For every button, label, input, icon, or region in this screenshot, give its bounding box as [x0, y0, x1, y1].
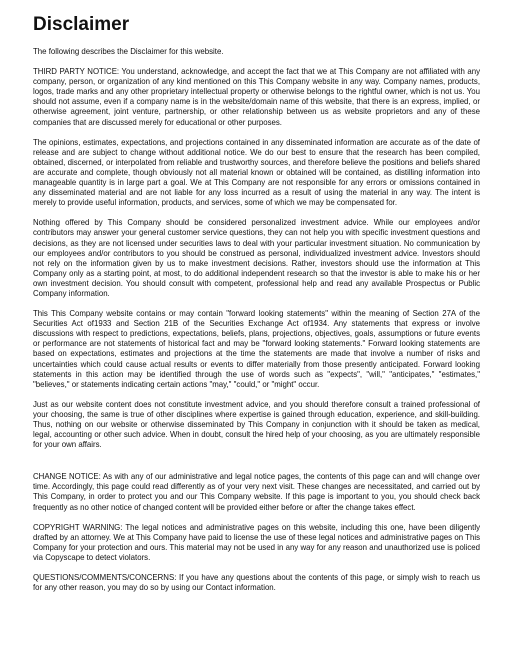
- forward-looking-statements-paragraph: This This Company website contains or may contain "forward looking statements" within the meaning of Section 27A of the Securities Act of1933 and Section 21B of the Securities Exchange Act of1934. Any statements that express or involve discussions with respect to predictions, expectations, beliefs, plans, projections, objectives, goals, assumptions or future events or performance are not statements of historical fact and may be "forward looking statements." Forward looking statements are based on expectations, estimates and projections at the time the statements are made that involve a number of risks and uncertainties which could cause actual results or events to differ materially from those presently anticipated. Forward looking statements in this action may be identified through the use of words such as "expects", "will," "anticipates," "estimates," "believes," or statements indicating certain actions "may," "could," or "might" occur.: [33, 309, 480, 389]
- investment-advice-paragraph: Nothing offered by This Company should be considered personalized investment advice. While our employees and/or contributors may answer your general customer service questions, they can not help you with specific investment questions and decisions, as they are not licensed under securities laws to deal with your particular investment situation. No communication by our employees and/or contributors to you should be construed as personal, individualized investment advice. Investors should not rely on the information given by us to make investment decisions. Rather, investors should use the information at This Company only as a starting point, at most, to do additional independent research so that the investor is able to make his or her own investment decision. You should consult with competent, professional help and read any available Prospectus or Public Company information.: [33, 218, 480, 298]
- change-notice-paragraph: CHANGE NOTICE: As with any of our administrative and legal notice pages, the contents of this page can and will change over time. Accordingly, this page could read differently as of your very next visit. These changes are necessitated, and carried out by This Company, in order to protect you and our This Company website. If this page is important to you, you should check back frequently as no other notice of changed content will be provided either before or after the change takes effect.: [33, 472, 480, 512]
- opinions-paragraph: The opinions, estimates, expectations, and projections contained in any disseminated information are accurate as of the date of release and are subject to change without additional notice. We do our best to ensure that the research has been compiled, obtained, discerned, or interpolated from reliable and trustworthy sources, and therefore believe the positions and beliefs shared are accurate and complete, though obviously not all material known or obtained will be contained, as distilling information into manageable quantity is in large part a goal. We at This Company are not responsible for any errors or omissions contained in any disseminated material and are not liable for any loss incurred as a result of using the material in any way. The intent is merely to provide useful information, products, and services, some of which we may be compensated for.: [33, 137, 480, 208]
- questions-paragraph: QUESTIONS/COMMENTS/CONCERNS: If you have any questions about the contents of this page, or simply wish to reach us for any other reason, you may do so by using our Contact information.: [33, 573, 480, 593]
- third-party-notice-paragraph: THIRD PARTY NOTICE: You understand, acknowledge, and accept the fact that we at This Company are not affiliated with any company, person, or organization of any kind mentioned on this This Company website in any way. Company names, products, logos, trade marks and any other proprietary intellectual property or otherwise belongs to the rightful owner, which is not us. You should not assume, even if a company name is in the website/domain name of this website, that there is an express, implied, or otherwise agreement, joint venture, partnership, or other relationship between us as website proprietors and any of these companies that are discussed merely for educational or other purposes.: [33, 67, 480, 127]
- intro-text: The following describes the Disclaimer for this website.: [33, 47, 224, 56]
- professional-advice-paragraph: Just as our website content does not constitute investment advice, and you should therefore consult a trained professional of your choosing, the same is true of other disciplines where expertise is gained through education, experience, and skill-building. Thus, nothing on our website or otherwise disseminated by This Company in conjunction with it should be taken as medical, legal, accounting or other such advice. When in doubt, consult the hired help of your choosing, as you are ultimately responsible for your own affairs.: [33, 399, 480, 450]
- page-title: Disclaimer: [33, 14, 130, 35]
- copyright-warning-paragraph: COPYRIGHT WARNING: The legal notices and administrative pages on this website, including this one, have been diligently drafted by an attorney. We at This Company have paid to license the use of these legal notices and administrative pages on This Company for your protection and ours. This material may not be used in any way for any reason and unauthorized use is policed via Copyscape to detect violators.: [33, 522, 480, 562]
